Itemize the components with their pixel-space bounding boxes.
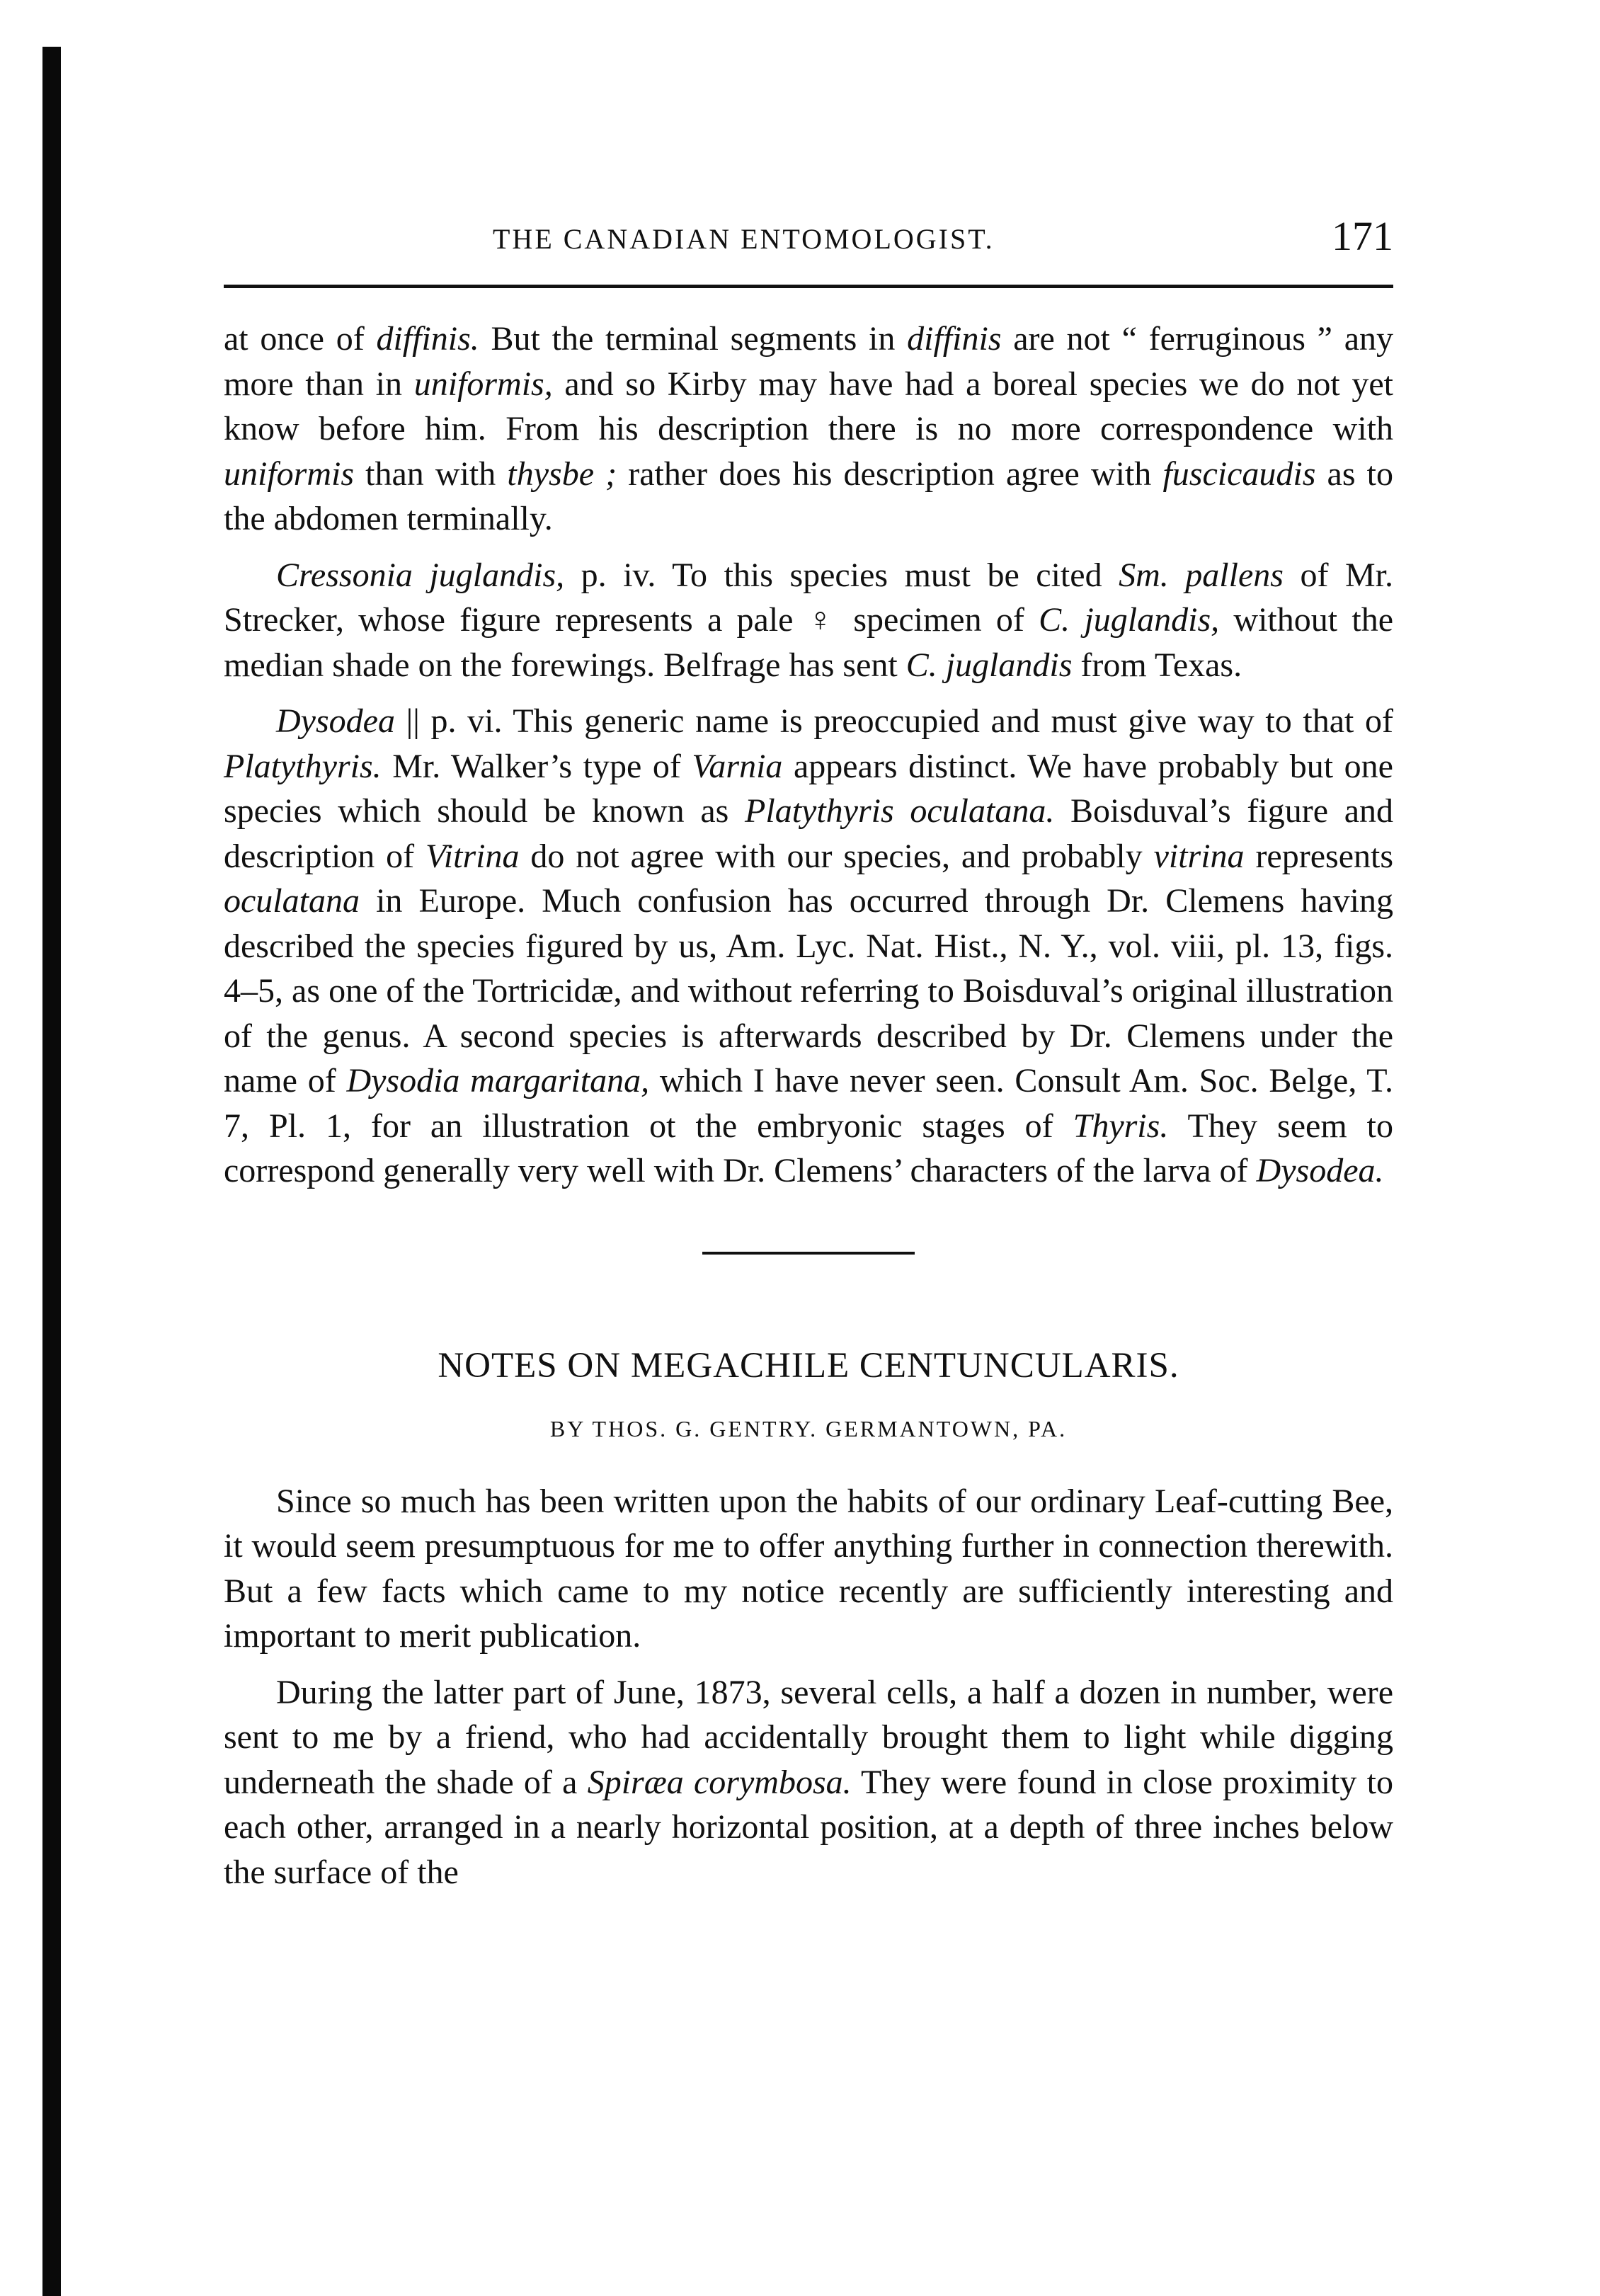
paragraph [224,699,1393,1194]
text-run: Mr. Walker’s type of [381,747,692,785]
text-run: of Mr. Strecker, whose figure represents a pale ♀ specimen of [224,556,1394,639]
running-title: THE CANADIAN ENTOMOLOGIST. [493,223,995,255]
italic-text: uniformis [224,455,355,493]
text-run: During the latter part of June, 1873, several cells, a half a dozen in number, were sent to me by a friend, who had accidentally brought them to light while digging underneath the shade of a [224,1673,1393,1801]
text-run: as to the abdomen terminally. [224,455,1393,537]
article-title: NOTES ON MEGACHILE CENTUNCULARIS. [438,1345,1179,1386]
text-run: from Texas. [1072,646,1242,684]
text-run: rather does his description agree with [617,455,1163,493]
paragraph [224,553,1393,688]
italic-text: Thyris. [1073,1107,1169,1145]
text-run: than with [354,455,508,493]
text-run: p. iv. To this species must be cited [564,556,1119,594]
text-run: which I have never seen. Consult Am. Soc. Belge, T. 7, Pl. 1, for an illustration ot the embryonic stages of [224,1062,1393,1145]
paragraph [224,316,1393,542]
italic-text: fuscicaudis [1162,455,1316,493]
text-run: at once of [224,320,377,358]
text-run: represents [1244,837,1394,875]
italic-text: Platythyris. [224,747,382,785]
text-run: They were found in close proximity to each other, arranged in a nearly horizontal position, at a depth of three inches below the surface of the [224,1763,1393,1891]
italic-text: uniformis, [413,365,553,403]
italic-text: Dysodia margaritana, [346,1062,650,1100]
paragraph [224,1479,1393,1659]
text-run: and so Kirby may have had a boreal species we do not yet know before him. From his description there is no more correspondence with [224,365,1394,447]
page-number: 171 [1332,213,1393,259]
italic-text: C. juglandis, [1039,601,1220,639]
text-run: Boisduval’s figure and description of [224,792,1394,875]
page [224,212,1393,1895]
italic-text: Spiræa corymbosa. [587,1763,852,1801]
text-run: But the terminal segments in [479,320,908,358]
text-run: Since so much has been written upon the habits of our ordinary Leaf-cutting Bee, it would seem presumptuous for me to offer anything further in connection therewith. But a few facts which came to my notice recently are sufficiently interesting and important to merit publication. [224,1482,1393,1655]
running-head [224,212,1393,269]
italic-text: Dysodea [276,702,395,740]
text-run: appears distinct. We have probably but one species which should be known as [224,747,1393,830]
article-text [224,1479,1393,1895]
paragraph [224,1670,1393,1895]
italic-text: Cressonia juglandis, [276,556,565,594]
continued-text [224,316,1393,1194]
italic-text: C. juglandis [905,646,1073,684]
italic-text: Varnia [692,747,783,785]
section-divider [702,1252,915,1255]
italic-text: Sm. pallens [1119,556,1284,594]
text-run: in Europe. Much confusion has occurred through Dr. Clemens having described the species figured by us, Am. Lyc. Nat. Hist., N. Y., vol. viii, pl. 13, figs. 4–5, as one of the Tortricidæ, and without referring to Boisduval’s original illustration of the genus. A second species is afterwards described by Dr. Clemens under the name of [224,882,1393,1100]
italic-text: diffinis [907,320,1002,358]
header-rule [224,285,1393,288]
italic-text: Vitrina [425,837,520,875]
text-run: || p. vi. This generic name is preoccupied and must give way to that of [394,702,1393,740]
italic-text: thysbe ; [507,455,617,493]
text-run: are not “ ferruginous ” any more than in [224,320,1393,403]
text-run: They seem to correspond generally very well with Dr. Clemens’ characters of the larva of [224,1107,1393,1189]
article-byline: BY THOS. G. GENTRY. GERMANTOWN, PA. [549,1415,1068,1441]
text-run: do not agree with our species, and probably [519,837,1154,875]
italic-text: oculatana [224,882,360,920]
italic-text: Platythyris oculatana. [745,792,1055,830]
italic-text: diffinis. [376,320,479,358]
text-run: without the median shade on the forewings. Belfrage has sent [224,601,1393,684]
italic-text: Dysodea. [1256,1152,1384,1189]
italic-text: vitrina [1153,837,1245,875]
scan-edge-bar [42,47,61,2296]
